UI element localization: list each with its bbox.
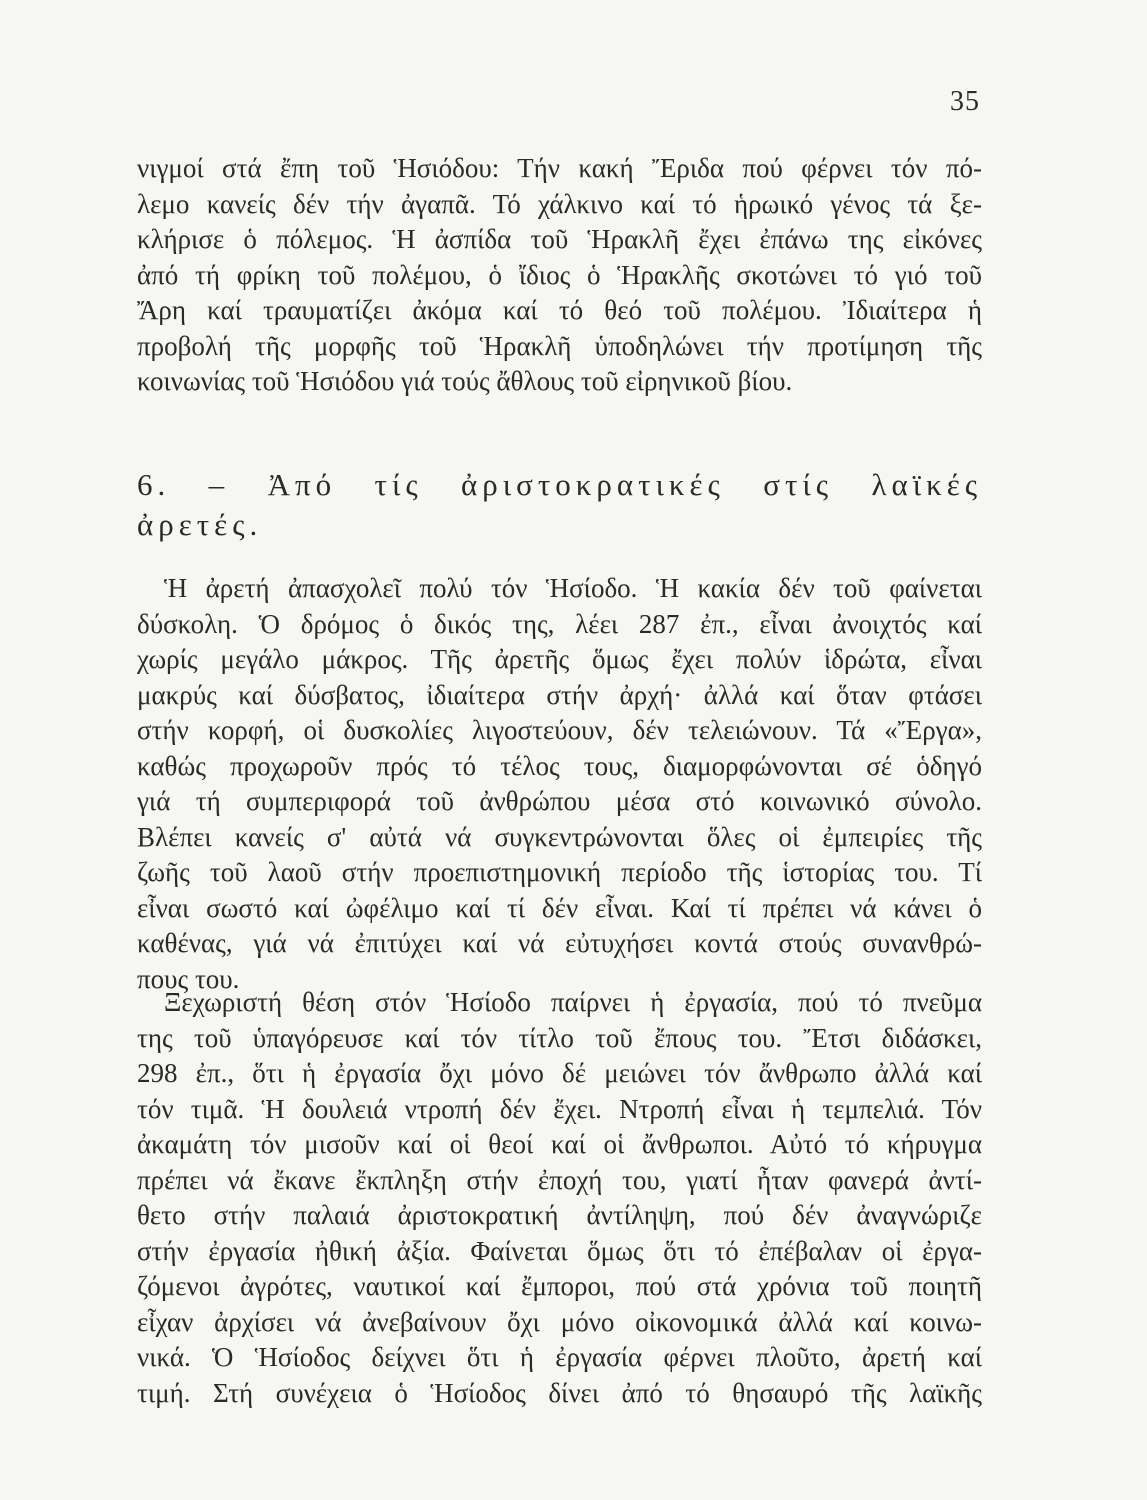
text-line: πους του. [137, 963, 240, 994]
text-line: μακρύς καί δύσβατος, ἰδιαίτερα στήν ἀρχή· ἀλλά καί ὅταν φτάσει [137, 679, 982, 710]
text-line: νιγμοί στά ἔπη τοῦ Ἡσιόδου: Τήν κακή Ἔριδα πού φέρνει τόν πό- [137, 153, 982, 183]
text-line: Ἄρη καί τραυματίζει ἀκόμα καί τό θεό τοῦ πολέμου. Ἰδιαίτερα ἡ [137, 295, 982, 325]
text-line: Βλέπει κανείς σ' αὐτά νά συγκεντρώνονται ὅλες οἱ ἐμπειρίες τῆς [137, 821, 982, 852]
section-heading-line: 6. – Ἀπό τίς ἀριστοκρατικές στίς λαϊκές [137, 467, 982, 502]
text-line: ζόμενοι ἀγρότες, ναυτικοί καί ἔμποροι, πού στά χρόνια τοῦ ποιητῆ [137, 1271, 982, 1301]
text-line: κοινωνίας τοῦ Ἡσιόδου γιά τούς ἄθλους τοῦ εἰρηνικοῦ βίου. [137, 366, 793, 396]
text-line: εἶναι σωστό καί ὠφέλιμο καί τί δέν εἶναι. Καί τί πρέπει νά κάνει ὁ [137, 892, 982, 923]
text-line: στήν ἐργασία ἠθική ἀξία. Φαίνεται ὅμως ὅτι τό ἐπέβαλαν οἱ ἐργα- [137, 1235, 982, 1266]
text-line: χωρίς μεγάλο μάκρος. Τῆς ἀρετῆς ὅμως ἔχει πολύν ἱδρώτα, εἶναι [137, 644, 982, 674]
text-line: ἀπό τή φρίκη τοῦ πολέμου, ὁ ἴδιος ὁ Ἡρακλῆς σκοτώνει τό γιό τοῦ [137, 259, 982, 290]
text-line: Ἡ ἀρετή ἀπασχολεῖ πολύ τόν Ἡσίοδο. Ἡ κακία δέν τοῦ φαίνεται [164, 573, 982, 603]
text-line: δύσκολη. Ὁ δρόμος ὁ δικός της, λέει 287 ἐπ., εἶναι ἀνοιχτός καί [137, 608, 982, 639]
text-line: τιμή. Στή συνέχεια ὁ Ἡσίοδος δίνει ἀπό τό θησαυρό τῆς λαϊκῆς [137, 1377, 982, 1408]
text-line: γιά τή συμπεριφορά τοῦ ἀνθρώπου μέσα στό κοινωνικό σύνολο. [137, 786, 982, 816]
page-number: 35 [950, 86, 980, 117]
text-line: προβολή τῆς μορφῆς τοῦ Ἡρακλῆ ὑποδηλώνει τήν προτίμηση τῆς [137, 330, 982, 361]
text-line: καθώς προχωροῦν πρός τό τέλος τους, διαμορφώνονται σέ ὁδηγό [137, 750, 982, 781]
text-line: πρέπει νά ἔκανε ἔκπληξη στήν ἐποχή του, γιατί ἦταν φανερά ἀντί- [137, 1164, 982, 1195]
text-line: ἀκαμάτη τόν μισοῦν καί οἱ θεοί καί οἱ ἄνθρωποι. Αὐτό τό κήρυγμα [137, 1129, 982, 1159]
text-line: καθένας, γιά νά ἐπιτύχει καί νά εὐτυχήσει κοντά στούς συνανθρώ- [137, 928, 982, 958]
text-line: εἶχαν ἀρχίσει νά ἀνεβαίνουν ὄχι μόνο οἰκονομικά ἀλλά καί κοινω- [137, 1306, 982, 1337]
intro-paragraph [137, 151, 982, 400]
text-line: Ξεχωριστή θέση στόν Ἡσίοδο παίρνει ἡ ἐργασία, πού τό πνεῦμα [164, 987, 982, 1017]
paragraph-work [137, 985, 982, 1411]
text-line: θετο στήν παλαιά ἀριστοκρατική ἀντίληψη, πού δέν ἀναγνώριζε [137, 1200, 982, 1230]
text-line: λεμο κανείς δέν τήν ἀγαπᾶ. Τό χάλκινο καί τό ἡρωικό γένος τά ξε- [137, 188, 982, 219]
text-line: τόν τιμᾶ. Ἡ δουλειά ντροπή δέν ἔχει. Ντροπή εἶναι ἡ τεμπελιά. Τόν [137, 1093, 982, 1124]
text-line: της τοῦ ὑπαγόρευσε καί τόν τίτλο τοῦ ἔπους του. Ἔτσι διδάσκει, [137, 1022, 982, 1053]
section-heading [137, 465, 982, 545]
text-line: ζωῆς τοῦ λαοῦ στήν προεπιστημονική περίοδο τῆς ἱστορίας του. Τί [137, 857, 982, 887]
paragraph-virtue [137, 571, 982, 997]
section-heading-line: ἀρετές. [137, 507, 263, 542]
text-line: στήν κορφή, οἱ δυσκολίες λιγοστεύουν, δέν τελειώνουν. Τά «Ἔργα», [137, 715, 982, 745]
text-line: κλήρισε ὁ πόλεμος. Ἡ ἀσπίδα τοῦ Ἡρακλῆ ἔχει ἐπάνω της εἰκόνες [137, 224, 982, 254]
text-line: νικά. Ὁ Ἡσίοδος δείχνει ὅτι ἡ ἐργασία φέρνει πλοῦτο, ἀρετή καί [137, 1342, 982, 1372]
text-line: 298 ἐπ., ὅτι ἡ ἐργασία ὄχι μόνο δέ μειώνει τόν ἄνθρωπο ἀλλά καί [137, 1058, 982, 1088]
